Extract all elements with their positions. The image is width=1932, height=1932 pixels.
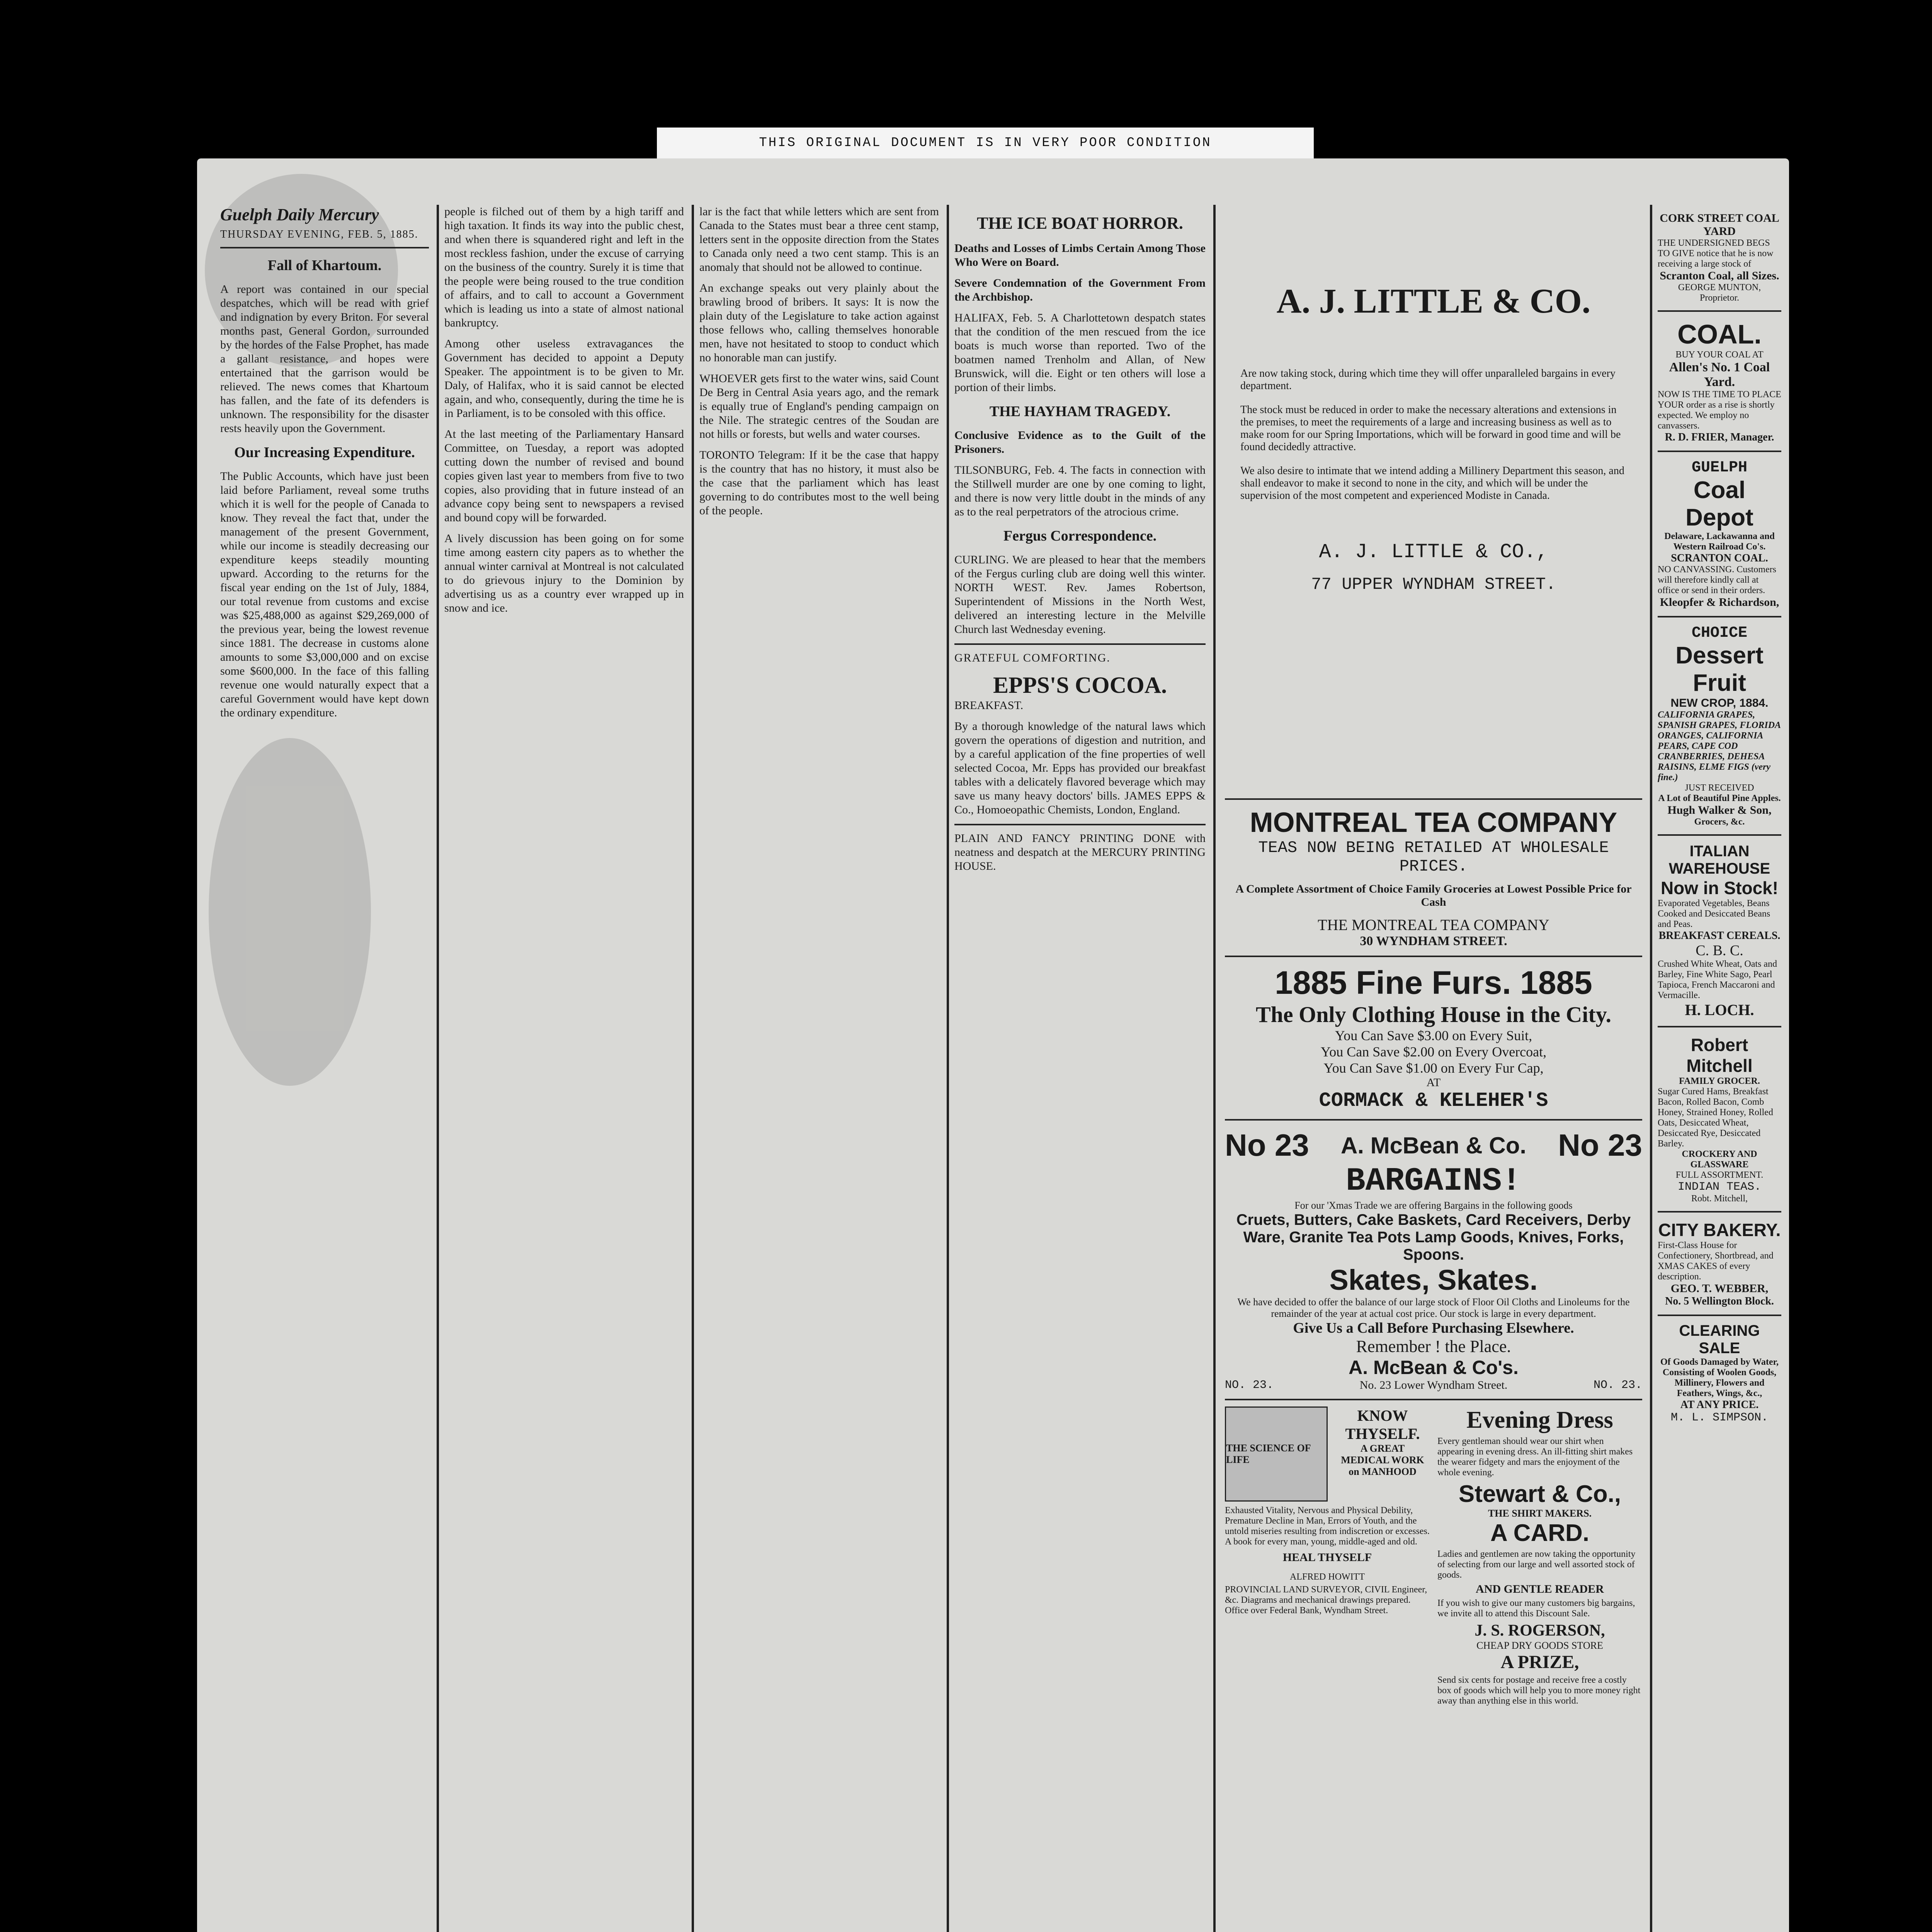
article-carnival: A lively discussion has been going on for some time among eastern city papers as to whether the annual winter carnival at Montreal is not calculated to do grievous injury to the Dominion by advertising us as a country ever wrapped up in snow and ice. <box>444 532 684 614</box>
ad-cork-street <box>1658 205 1781 312</box>
column-rule <box>947 205 949 1932</box>
divider <box>954 643 1206 645</box>
article-taxation: people is filched out of them by a high tariff and high taxation. It finds its way into the public chest, and when there is squandered right and left in the most reckless fashion, under the excuse of carrying on the business of the country. Surely it is time that the people were being roused to the true condition of affairs, and to call to account a Government which is leading us into a state of almost national bankruptcy. <box>444 205 684 329</box>
cork-body: THE UNDERSIGNED BEGS TO GIVE notice that he is now receiving a large stock of <box>1658 238 1774 269</box>
mcbean-goods: Cruets, Butters, Cake Baskets, Card Receivers, Derby Ware, Granite Tea Pots Lamp Goods, Knives, Forks, Spoons. <box>1236 1211 1631 1263</box>
column-advertisements <box>1225 205 1642 1932</box>
subhead-archbishop: Severe Condemnation of the Government From the Archbishop. <box>954 277 1206 303</box>
life-body: Exhausted Vitality, Nervous and Physical Debility, Premature Decline in Man, Errors of Youth, and the untold miseries resulting from indiscretion or excesses. A book for every man, young, middle-aged and old. <box>1225 1505 1430 1547</box>
depot-scranton: SCRANTON COAL. <box>1671 552 1768 564</box>
divider <box>954 824 1206 825</box>
italian-cereals: BREAKFAST CEREALS. <box>1658 930 1781 942</box>
clearing-body: Of Goods Damaged by Water, Consisting of Woolen Goods, Millinery, Flowers and Feathers, Wings, &c., <box>1660 1357 1779 1398</box>
prize-title: A PRIZE, <box>1500 1652 1579 1672</box>
bakery-webber: GEO. T. WEBBER, <box>1670 1282 1769 1295</box>
ad-row-bottom <box>1225 1400 1642 1709</box>
prize-body: Send six cents for postage and receive free a costly box of goods which will help you to more money right away than anything else in this world. <box>1437 1675 1641 1706</box>
column-commentary <box>699 205 939 1932</box>
stewart-subtitle: THE SHIRT MAKERS. <box>1488 1508 1592 1519</box>
epps-breakfast: BREAKFAST. <box>954 699 1024 712</box>
tea-subtitle: TEAS NOW BEING RETAILED AT WHOLESALE PRICES. <box>1258 838 1609 876</box>
bakery-wellington: No. 5 Wellington Block. <box>1665 1295 1774 1307</box>
mcbean-address: No. 23 Lower Wyndham Street. <box>1359 1379 1508 1391</box>
mcbean-intro: For our 'Xmas Trade we are offering Bargains in the following goods <box>1294 1200 1573 1211</box>
article-hayham: TILSONBURG, Feb. 4. The facts in connection with the Stillwell murder are one by one coming to light, and there is now very little doubt in the minds of any as to the real perpetrators of the atrocious crime. <box>954 464 1206 518</box>
masthead: Guelph Daily Mercury <box>220 205 379 224</box>
ad-little <box>1225 205 1642 800</box>
coal-body: NOW IS THE TIME TO PLACE YOUR order as a rise is shortly expected. We employ no canvassers. <box>1658 389 1781 431</box>
depot-lines: Delaware, Lackawanna and Western Railroad Co's. <box>1664 531 1775 552</box>
little-body-1: Are now taking stock, during which time they will offer unparalleled bargains in every department. <box>1240 367 1616 392</box>
mitchell-crockery: CROCKERY AND GLASSWARE <box>1682 1149 1757 1170</box>
depot-title: Coal Depot <box>1685 477 1753 531</box>
ad-coal-depot <box>1658 452 1781 617</box>
italian-loch: H. LOCH. <box>1685 1001 1754 1019</box>
italian-body: Evaporated Vegetables, Beans Cooked and Desiccated Beans and Peas. <box>1658 898 1770 929</box>
card-title: A CARD. <box>1490 1520 1590 1546</box>
tea-body: A Complete Assortment of Choice Family Groceries at Lowest Possible Price for Cash <box>1235 883 1632 908</box>
mcbean-note: We have decided to offer the balance of our large stock of Floor Oil Cloths and Linoleums for the remainder of the year at actual cost price. Our stock is large in every department. <box>1237 1296 1630 1319</box>
column-politics <box>444 205 684 1932</box>
column-news <box>954 205 1206 1932</box>
ad-furs <box>1225 957 1642 1121</box>
furs-subtitle: The Only Clothing House in the City. <box>1255 1002 1612 1027</box>
mcbean-remember: Remember ! the Place. <box>1356 1337 1511 1356</box>
mcbean-number: No 23 <box>1558 1128 1642 1162</box>
howitt-name: ALFRED HOWITT <box>1290 1572 1365 1582</box>
divider <box>220 247 429 248</box>
bakery-title: CITY BAKERY. <box>1658 1220 1781 1240</box>
furs-line-3: You Can Save $1.00 on Every Fur Cap, <box>1323 1060 1544 1076</box>
ad-mcbean <box>1225 1121 1642 1400</box>
article-hansard: At the last meeting of the Parliamentary Hansard Committee, on Tuesday, a report was adopted cutting down the number of revised and bound copies given last year to members from five to two copies, also providing that in future instead of an advance copy being sent to newspapers a revised and bound copy will be forwarded. <box>444 428 684 524</box>
fruit-list: CALIFORNIA GRAPES, SPANISH GRAPES, FLORIDA ORANGES, CALIFORNIA PEARS, CAPE COD CRANBERRIES, DEHESA RAISINS, ELME FIGS (very fine.) <box>1658 710 1781 782</box>
article-expenditure: The Public Accounts, which have just been laid before Parliament, reveal some truths which it is well for the people of Canada to know. They reveal the fact that, under the management of the present Government, while our income is steadily decreasing our expenditure keeps steadily mounting upward. According to the returns for the fiscal year ending on the 1st of July, 1884, our total revenue from customs and excise was $25,488,000 as against $29,269,000 of the previous year, being the lowest revenue since 1881. The decrease in customs alone amounts to some $3,000,000 and on excise some $600,000. In the face of this falling revenue one would naturally expect that a careful Government would have kept down the ordinary expenditure. <box>220 470 429 719</box>
subhead-deaths: Deaths and Losses of Limbs Certain Among Those Who Were on Board. <box>954 242 1206 269</box>
choice-label: CHOICE <box>1691 624 1748 642</box>
ad-montreal-tea <box>1225 800 1642 957</box>
column-rule <box>1213 205 1216 1932</box>
article-bribers: An exchange speaks out very plainly about the brawling brood of bribers. It says: It is now the plain duty of the Legislature to take action against those fellows who, calling themselves honorable men, have not hesitated to stoop to conduct which no honorable man can justify. <box>699 282 939 364</box>
article-telegram: TORONTO Telegram: If it be the case that happy is the country that has no history, it must also be the case that the parliament which has least governing to do contributes most to the well being of the people. <box>699 449 939 517</box>
little-body-2: The stock must be reduced in order to make the necessary alterations and extensions in the premises, to meet the requirements of a large and increasing business as well as to make room for our Spring Importations, which will be forward in good time and will be found decidedly attractive. <box>1240 404 1621 453</box>
article-khartoum: A report was contained in our special despatches, which will be read with grief and indignation by every Briton. For several months past, General Gordon, surrounded by the hordes of the False Prophet, has made a gallant resistance, and hopes were entertained that the garrison would be relieved. The news comes that Khartoum has fallen, and the fate of its defenders is unknown. The responsibility for the disaster rests heavily upon the Government. <box>220 283 429 435</box>
clearing-simpson: M. L. SIMPSON. <box>1670 1411 1769 1424</box>
newspaper-page <box>197 158 1789 1932</box>
hugh-grocers: Grocers, &c. <box>1694 817 1745 827</box>
little-address: 77 UPPER WYNDHAM STREET. <box>1311 575 1556 594</box>
mcbean-skates: Skates, Skates. <box>1329 1264 1538 1296</box>
headline-khartoum: Fall of Khartoum. <box>267 257 382 274</box>
mcbean-signature: A. McBean & Co's. <box>1349 1357 1519 1378</box>
little-signature: A. J. LITTLE & CO., <box>1319 541 1548 563</box>
ad-allens-coal <box>1658 312 1781 452</box>
little-title: A. J. LITTLE & CO. <box>1276 282 1591 320</box>
depot-city: GUELPH <box>1691 459 1748 476</box>
clearing-title: CLEARING SALE <box>1679 1322 1760 1357</box>
cork-scranton: Scranton Coal, all Sizes. <box>1660 269 1779 282</box>
printing-notice: PLAIN AND FANCY PRINTING DONE with neatness and despatch at the MERCURY PRINTING HOUSE. <box>954 832 1206 872</box>
coal-title: COAL. <box>1677 319 1762 349</box>
howitt-body: PROVINCIAL LAND SURVEYOR, CIVIL Engineer, &c. Diagrams and mechanical drawings prepared. Office over Federal Bank, Wyndham Street. <box>1225 1585 1427 1616</box>
rogerson-subtitle: CHEAP DRY GOODS STORE <box>1476 1640 1603 1651</box>
fruit-crop: NEW CROP, 1884. <box>1670 697 1769 709</box>
mcbean-no-small: NO. 23. <box>1225 1379 1274 1392</box>
article-fergus: CURLING. We are pleased to hear that the members of the Fergus curling club are doing well this winter. NORTH WEST. Rev. James Robertson, Superintendent of Missions in the North West, delivered an interesting lecture in the Melville Church last Wednesday evening. <box>954 553 1206 636</box>
coal-manager: R. D. FRIER, Manager. <box>1665 431 1774 443</box>
portrait-illustration <box>1225 1406 1328 1502</box>
stewart-title: Stewart & Co., <box>1458 1481 1621 1507</box>
headline-ice-boat: THE ICE BOAT HORROR. <box>977 214 1183 233</box>
column-rule <box>1650 205 1652 1932</box>
fruit-title: Dessert Fruit <box>1675 642 1764 696</box>
clearing-any-price: AT ANY PRICE. <box>1680 1399 1759 1411</box>
dress-title: Evening Dress <box>1466 1407 1613 1433</box>
dateline: THURSDAY EVENING, FEB. 5, 1885. <box>220 228 418 240</box>
hugh-walker: Hugh Walker & Son, <box>1667 804 1772 816</box>
cork-signature: GEORGE MUNTON, Proprietor. <box>1678 282 1761 303</box>
mcbean-call: Give Us a Call Before Purchasing Elsewhere. <box>1293 1320 1574 1336</box>
headline-fergus: Fergus Correspondence. <box>1003 528 1157 544</box>
epps-body: By a thorough knowledge of the natural laws which govern the operations of digestion and nutrition, and by a careful application of the fine properties of well selected Cocoa, Mr. Epps has provided our breakfast tables with a delicately flavored beverage which may save us many heavy doctors' bills. JAMES EPPS & Co., Homoeopathic Chemists, London, England. <box>954 720 1206 816</box>
coal-name: Allen's No. 1 Coal Yard. <box>1669 360 1770 389</box>
ad-stewart <box>1437 1406 1642 1709</box>
furs-line-2: You Can Save $2.00 on Every Overcoat, <box>1320 1044 1547 1060</box>
italian-instock: Now in Stock! <box>1660 878 1779 898</box>
dress-body: Every gentleman should wear our shirt when appearing in evening dress. An ill-fitting shirt makes the wearer fidgety and mars the enjoyment of the whole evening. <box>1437 1436 1633 1478</box>
furs-at: AT <box>1426 1076 1441 1089</box>
epps-title: EPPS'S COCOA. <box>993 672 1167 698</box>
furs-line-1: You Can Save $3.00 on Every Suit, <box>1335 1028 1532 1043</box>
ad-italian-warehouse <box>1658 836 1781 1027</box>
headline-hayham: THE HAYHAM TRAGEDY. <box>989 403 1171 420</box>
subhead-evidence: Conclusive Evidence as to the Guilt of the Prisoners. <box>954 429 1206 456</box>
epps-tagline: GRATEFUL COMFORTING. <box>954 651 1111 664</box>
article-postage: lar is the fact that while letters which are sent from Canada to the States must bear a three cent stamp, letters sent in the opposite direction from the States to Canada only need a two cent stamp. This is an anomaly that should not be allowed to continue. <box>699 205 939 274</box>
tea-address: 30 WYNDHAM STREET. <box>1360 934 1507 948</box>
fruit-pineapples: A Lot of Beautiful Pine Apples. <box>1658 793 1781 803</box>
depot-body: NO CANVASSING. Customers will therefore kindly call at office or send in their orders. <box>1658 565 1776 595</box>
depot-signature: Kleopfer & Richardson, <box>1660 596 1779 609</box>
column-local-ads <box>1658 205 1781 1932</box>
furs-store: CORMACK & KELEHER'S <box>1319 1089 1548 1112</box>
life-subtitle: A GREAT MEDICAL WORK on MANHOOD <box>1341 1443 1424 1477</box>
mitchell-indian-teas: INDIAN TEAS. <box>1677 1180 1762 1194</box>
article-deputy-speaker: Among other useless extravagances the Government has decided to appoint a Deputy Speaker. The appointment is to be given to Mr. Daly, of Halifax, who it is said cannot be elected again, and who, consequently, during the time he is in Parliament, is to be consoled with this office. <box>444 337 684 420</box>
mitchell-title: Robert Mitchell <box>1686 1035 1753 1076</box>
ad-robert-mitchell <box>1658 1027 1781 1213</box>
tea-title: MONTREAL TEA COMPANY <box>1250 807 1617 838</box>
ad-dessert-fruit <box>1658 617 1781 836</box>
rogerson-name: J. S. ROGERSON, <box>1475 1622 1605 1639</box>
mcbean-no-small: NO. 23. <box>1593 1379 1642 1392</box>
column-rule <box>437 205 439 1932</box>
article-soudan: WHOEVER gets first to the water wins, said Count De Berg in Central Asia years ago, and the remark is equally true of England's pending campaign on the Nile. The strategic centres of the Soudan are not hills or forests, but wells and water courses. <box>699 372 939 440</box>
italian-cbc-body: Crushed White Wheat, Oats and Barley, Fine White Sago, Pearl Tapioca, French Maccaroni and Vermacille. <box>1658 959 1777 1000</box>
life-title: KNOW THYSELF. <box>1345 1407 1420 1442</box>
mcbean-number: No 23 <box>1225 1128 1309 1162</box>
cork-title: CORK STREET COAL YARD <box>1660 212 1779 238</box>
little-body-3: We also desire to intimate that we intend adding a Millinery Department this season, and shall endeavor to make it second to none in the city, and which will be under the supervision of the most competent and experienced Modiste in Canada. <box>1240 465 1624 502</box>
life-heal: HEAL THYSELF <box>1282 1551 1372 1564</box>
mcbean-bargains: BARGAINS! <box>1346 1163 1521 1200</box>
card-body: Ladies and gentlemen are now taking the opportunity of selecting from our large and well assorted stock of goods. <box>1437 1549 1636 1580</box>
fruit-received: JUST RECEIVED <box>1685 783 1754 793</box>
column-rule <box>692 205 694 1932</box>
italian-title: ITALIAN WAREHOUSE <box>1668 843 1770 877</box>
reader-body: If you wish to give our many customers big bargains, we invite all to attend this Discount Sale. <box>1437 1598 1635 1619</box>
coal-subtitle: BUY YOUR COAL AT <box>1675 350 1764 360</box>
ad-know-thyself <box>1225 1406 1430 1709</box>
column-editorial <box>220 205 429 1932</box>
tea-name: THE MONTREAL TEA COMPANY <box>1318 916 1549 934</box>
mitchell-family: FAMILY GROCER. <box>1679 1076 1760 1086</box>
mitchell-body: Sugar Cured Hams, Breakfast Bacon, Rolled Bacon, Comb Honey, Strained Honey, Rolled Oats, Desiccated Wheat, Desiccated Rye, Desiccated Barley. <box>1658 1087 1773 1149</box>
bakery-body: First-Class House for Confectionery, Shortbread, and XMAS CAKES of every description. <box>1658 1240 1774 1282</box>
ad-city-bakery <box>1658 1213 1781 1316</box>
article-ice-boat: HALIFAX, Feb. 5. A Charlottetown despatch states that the condition of the men rescued from the ice boats is much worse than reported. Two of the boatmen named Trenholm and Allan, of New Brunswick, will die. Eight or ten others will lose a portion of their limbs. <box>954 311 1206 394</box>
headline-expenditure: Our Increasing Expenditure. <box>234 444 415 461</box>
furs-title: 1885 Fine Furs. 1885 <box>1275 964 1592 1001</box>
poor-condition-notice: THIS ORIGINAL DOCUMENT IS IN VERY POOR CONDITION <box>657 128 1314 158</box>
ad-clearing-sale <box>1658 1316 1781 1424</box>
mitchell-assortment: FULL ASSORTMENT. <box>1675 1170 1764 1180</box>
mcbean-name: A. McBean & Co. <box>1340 1132 1527 1158</box>
reader-title: AND GENTLE READER <box>1476 1583 1604 1595</box>
italian-cbc: C. B. C. <box>1696 942 1743 959</box>
mitchell-signature: Robt. Mitchell, <box>1691 1194 1748 1204</box>
life-header: THE SCIENCE OF LIFE <box>1226 1442 1311 1465</box>
